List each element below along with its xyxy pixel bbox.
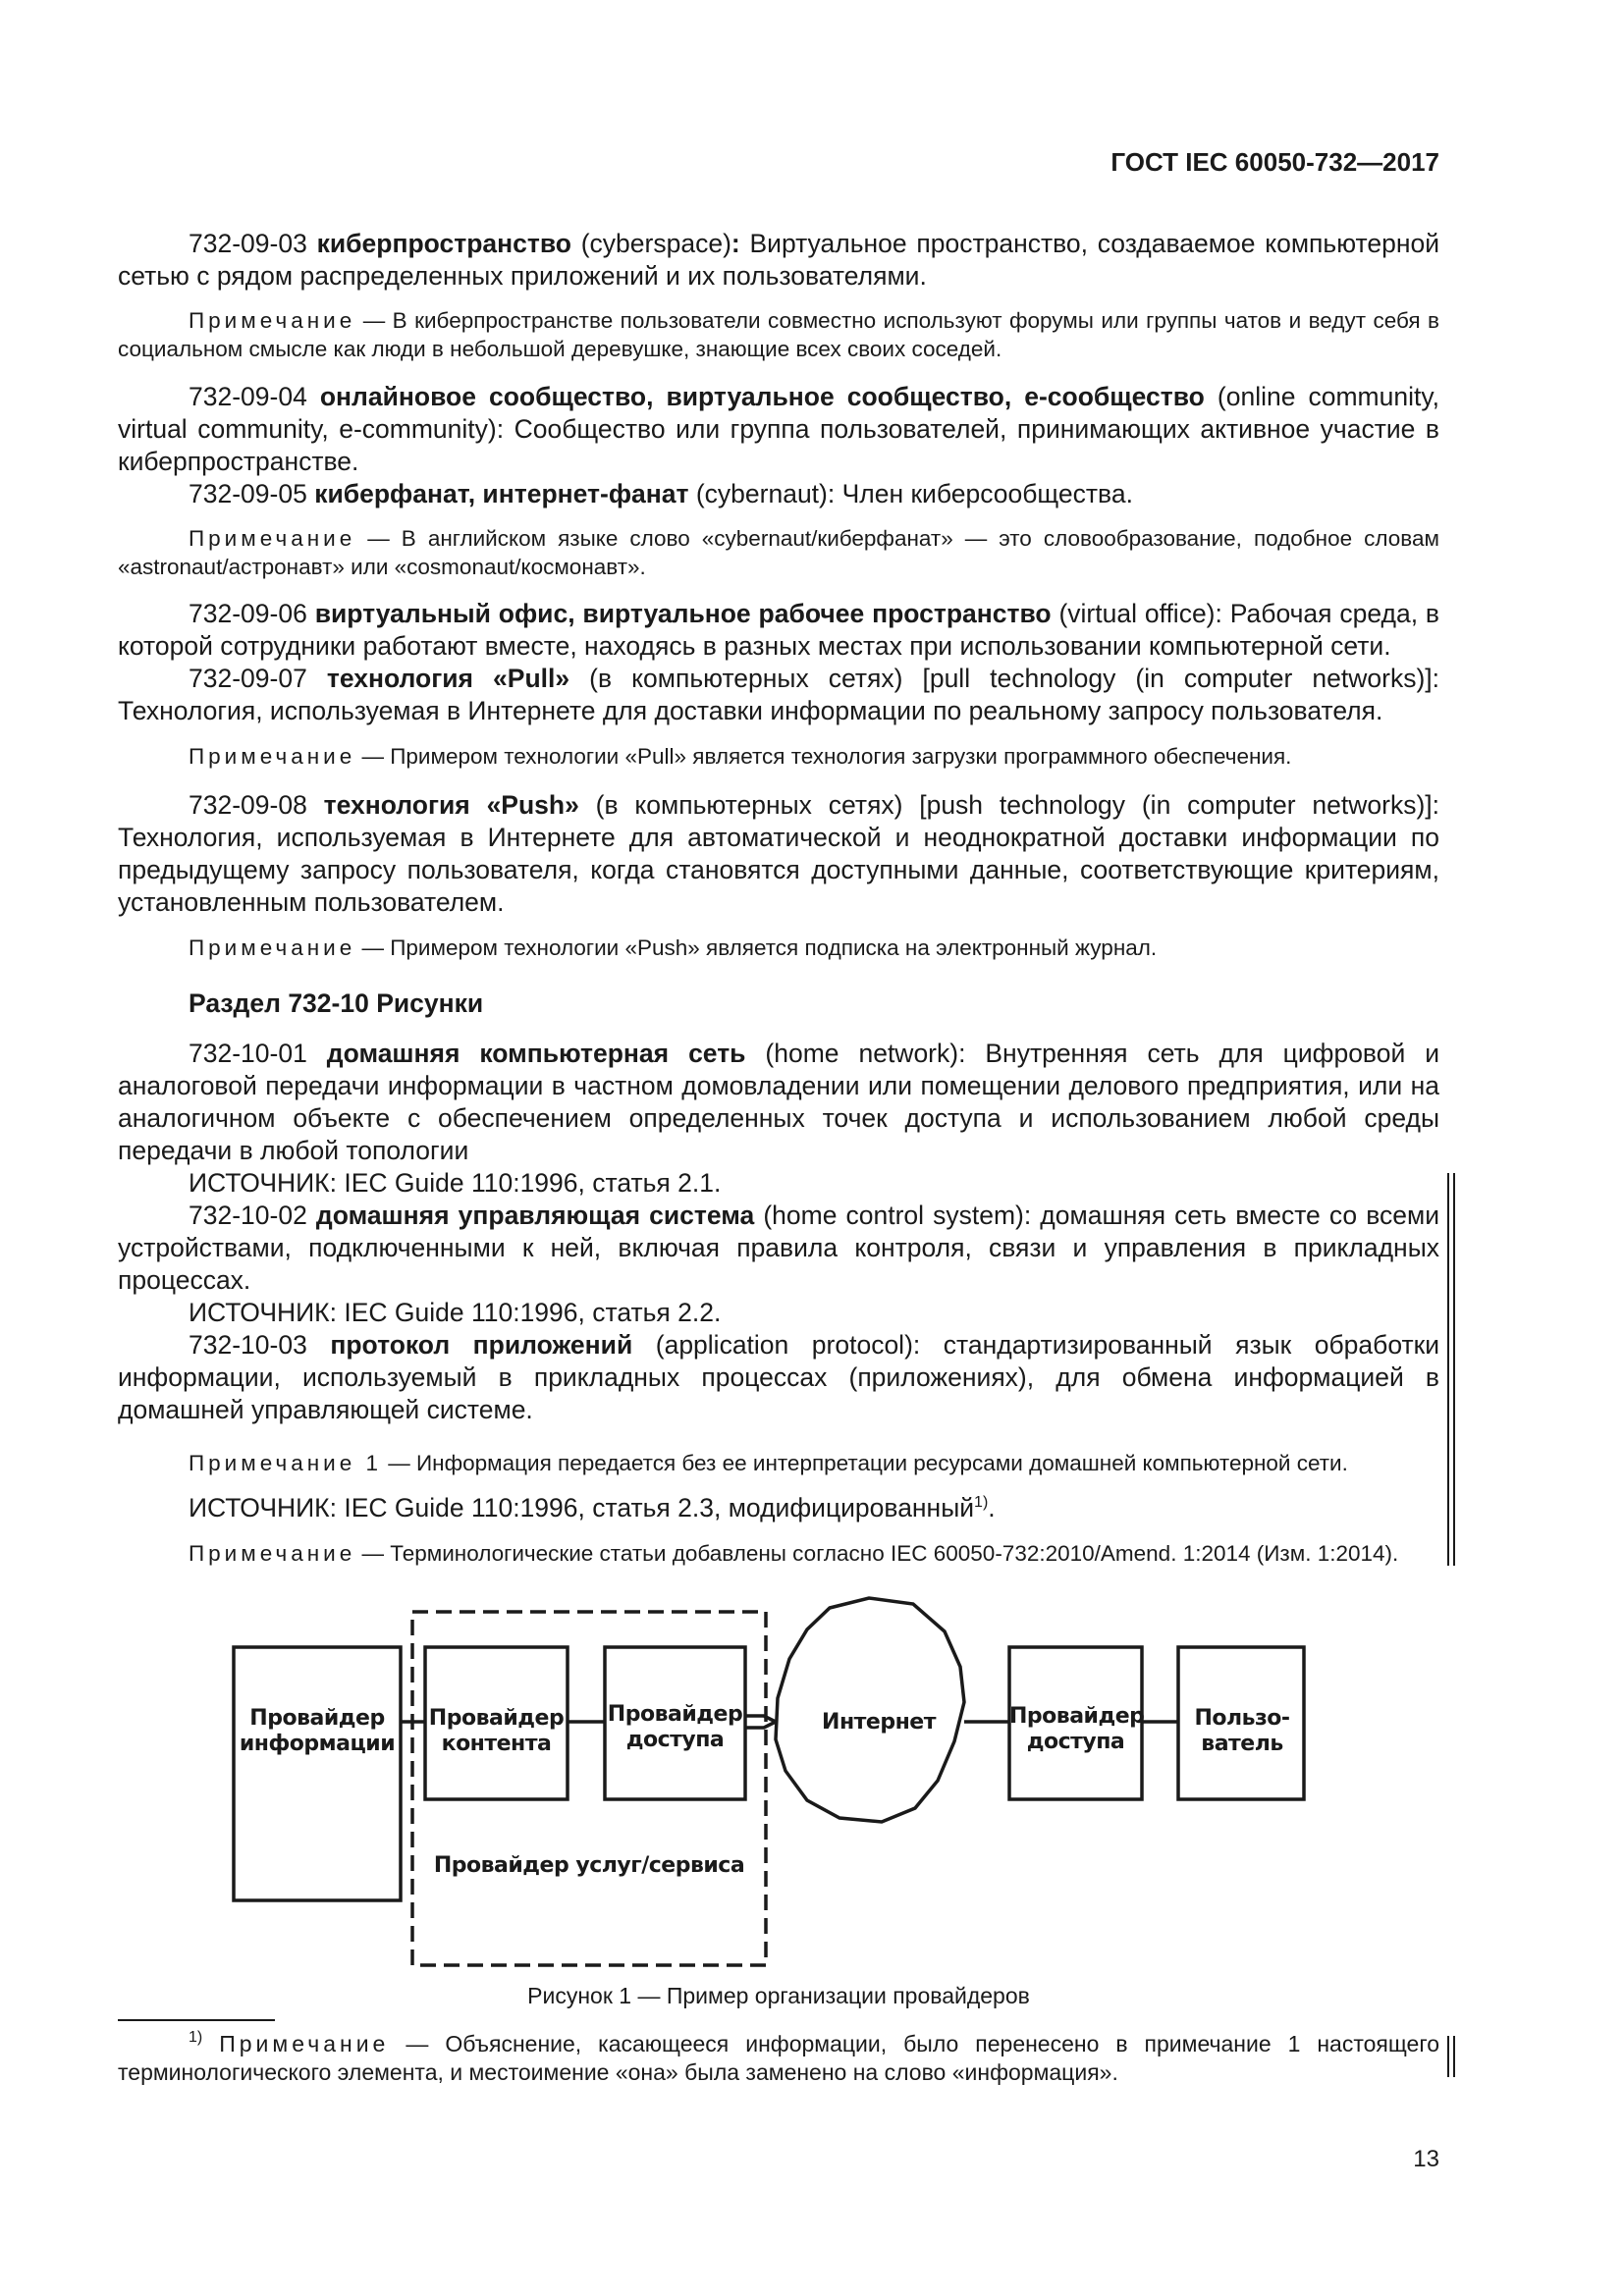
note-label: Примечание — [189, 308, 356, 333]
term-definition: (в компьютерных сетях) [push technology (in computer networks)]: Технология, используемая в Интернете для автоматической и неоднократной доставки информации по предыдущему запросу пользователя, когда становятся доступными данные, соответствующие критериям, установленным пользователем. — [118, 790, 1439, 917]
term-definition: (home network): Внутренняя сеть для цифровой и аналоговой передачи информации в частном домовладении или помещении делового предприятия, или на аналогичном объекте с обеспечением определенных точек доступа и использованием любой среды передачи в любой топологии — [118, 1039, 1439, 1165]
change-bar — [1447, 1173, 1449, 1566]
note-732-09-08: Примечание — Примером технологии «Push» является подписка на электронный журнал. — [189, 935, 1158, 960]
term: технология «Pull» — [326, 664, 570, 693]
box-service-provider — [412, 1612, 766, 1965]
term-number: 732-09-03 — [189, 229, 307, 258]
entry-732-10-01: 732-10-01 домашняя компьютерная сеть (home network): Внутренняя сеть для цифровой и аналоговой передачи информации в частном домовладении или помещении делового предприятия, или на аналогичном объекте с обеспечением определенных точек доступа и использованием любой среды передачи в любой топологии ИСТОЧНИК: IEC Guide 110:1996, статья 2.1. 732-10-02 домашняя управляющая система (home control system): домашняя сеть вместе со всеми устройствами, подключенными к ней, включая правила контроля, связи и управления в прикладных процессах. ИСТОЧНИК: IEC Guide 110:1996, статья 2.2. 732-10-03 протокол приложений (application protocol): стандартизированный язык обработки информации, используемый в прикладных процессах (приложениях), для обмена информацией в домашней управляющей системе. — [118, 1039, 1440, 1424]
term-definition: (application protocol): стандартизированный язык обработки информации, используемый в прикладных процессах (приложениях), для обмена информацией в домашней управляющей системе. — [118, 1330, 1440, 1424]
entry-732-09-06: 732-09-06 виртуальный офис, виртуальное рабочее пространство (virtual office): Рабочая среда, в которой сотрудники работают вместе, находясь в разных местах при использовании компьютерной сети. — [118, 599, 1439, 661]
footnote-marker: 1) — [189, 2029, 203, 2046]
label-service-provider: Провайдер услуг/сервиса — [433, 1853, 745, 1878]
label-access-provider-2: Провайдер доступа — [1009, 1704, 1145, 1754]
change-bar — [1453, 1173, 1455, 1566]
standard-code: ГОСТ IEC 60050-732—2017 — [1110, 147, 1439, 177]
entry-732-09-08: 732-09-08 технология «Push» (в компьютерных сетях) [push technology (in computer networks)]: Технология, используемая в Интернете для автоматической и неоднократной доставки информации по предыдущему запросу пользователя, когда становятся доступными данные, соответствующие критериям, установленным пользователем. — [118, 790, 1439, 917]
source: ИСТОЧНИК: IEC Guide 110:1996, статья 2.2. — [189, 1298, 722, 1327]
entry-732-09-03: 732-09-03 киберпространство (cyberspace): Виртуальное пространство, создаваемое компьютерной сетью с рядом распределенных приложений и их пользователями. — [118, 229, 1439, 291]
source-732-10-03: ИСТОЧНИК: IEC Guide 110:1996, статья 2.3, модифицированный$^{1)}$. — [189, 1493, 996, 1522]
footnote-rule — [118, 2019, 275, 2021]
label-info-provider: Провайдер информации — [239, 1706, 396, 1756]
label-access-provider-1: Провайдер доступа — [607, 1702, 743, 1752]
page-number: 13 — [1413, 2146, 1439, 2172]
figure-provider-diagram — [226, 1596, 1404, 1989]
note-732-09-03 — [118, 306, 1439, 363]
term: домашняя компьютерная сеть — [326, 1039, 746, 1068]
section-heading: Раздел 732-10 Рисунки — [189, 988, 484, 1018]
term-definition: (cybernaut): Член киберсообщества. — [688, 479, 1133, 508]
note-732-09-07: Примечание — Примером технологии «Pull» является технология загрузки программного обеспечения. — [189, 744, 1292, 769]
term: онлайновое сообщество, виртуальное сообщество, е-сообщество — [319, 382, 1205, 411]
label-internet: Интернет — [822, 1710, 936, 1735]
term-definition: Виртуальное пространство, создаваемое компьютерной сетью с рядом распределенных приложений и их пользователями. — [118, 229, 1439, 291]
term: киберфанат, интернет-фанат — [314, 479, 689, 508]
footnote-ref: 1) — [974, 1494, 989, 1511]
figure-caption: Рисунок 1 — Пример организации провайдеров — [527, 1983, 1030, 2008]
term-english: (cyberspace) — [570, 229, 731, 258]
note-732-09-05: Примечание — В английском языке слово «cybernaut/киберфанат» — это словообразование, подобное словам «astronaut/астронавт» или «cosmonaut/космонавт». — [118, 526, 1439, 579]
entry-732-09-04: 732-09-04 онлайновое сообщество, виртуальное сообщество, е-сообщество (online community, virtual community, e-community): Сообщество или группа пользователей, принимающих активное участие в киберпространстве. — [118, 382, 1439, 476]
label-content-provider: Провайдер контента — [428, 1706, 565, 1756]
entry-732-09-05: 732-09-05 киберфанат, интернет-фанат (cybernaut): Член киберсообщества. — [189, 479, 1133, 508]
term: протокол приложений — [330, 1330, 633, 1360]
term-definition: (virtual office): Рабочая среда, в которой сотрудники работают вместе, находясь в разных местах при использовании компьютерной сети. — [118, 599, 1439, 661]
box-info-provider — [234, 1647, 401, 1900]
note-text: — В киберпространстве пользователи совместно используют форумы или группы чатов и ведут себя в социальном смысле как люди в небольшой деревушке, знающие всех своих соседей. — [118, 308, 1439, 361]
term: киберпространство — [316, 229, 571, 258]
diagram-lines — [226, 1596, 1404, 1989]
footnote: $^{1)}$ Примечание — Объяснение, касающееся информации, было перенесено в примечание 1 настоящего терминологического элемента, и местоимение «она» была заменено на слово «информация». — [118, 2029, 1440, 2085]
term-definition: (home control system): домашняя сеть вместе со всеми устройствами, подключенными к ней, включая правила контроля, связи и управления в прикладных процессах. — [118, 1201, 1439, 1295]
change-bar — [1447, 2036, 1449, 2077]
term: виртуальный офис, виртуальное рабочее пространство — [314, 599, 1052, 628]
term-definition: (в компьютерных сетях) [pull technology (in computer networks)]: Технология, используемая в Интернете для доставки информации по реальному запросу пользователя. — [118, 664, 1439, 725]
term-definition: (online community, virtual community, e-community): Сообщество или группа пользователей, принимающих активное участие в киберпространстве. — [118, 382, 1439, 476]
term: домашняя управляющая система — [315, 1201, 755, 1230]
connector — [745, 1716, 776, 1728]
term: технология «Push» — [323, 790, 579, 820]
note-final: Примечание — Терминологические статьи добавлены согласно IEC 60050-732:2010/Amend. 1:2014 (Изм. 1:2014). — [189, 1541, 1399, 1566]
source: ИСТОЧНИК: IEC Guide 110:1996, статья 2.1. — [189, 1168, 722, 1198]
label-user: Пользо-ватель — [1194, 1706, 1290, 1756]
note-732-10-03: Примечание 1 — Информация передается без ее интерпретации ресурсами домашней компьютерной сети. — [189, 1451, 1348, 1475]
change-bar — [1453, 2036, 1455, 2077]
entry-732-09-07: 732-09-07 технология «Pull» (в компьютерных сетях) [pull technology (in computer networks)]: Технология, используемая в Интернете для доставки информации по реальному запросу пользователя. — [118, 664, 1439, 725]
